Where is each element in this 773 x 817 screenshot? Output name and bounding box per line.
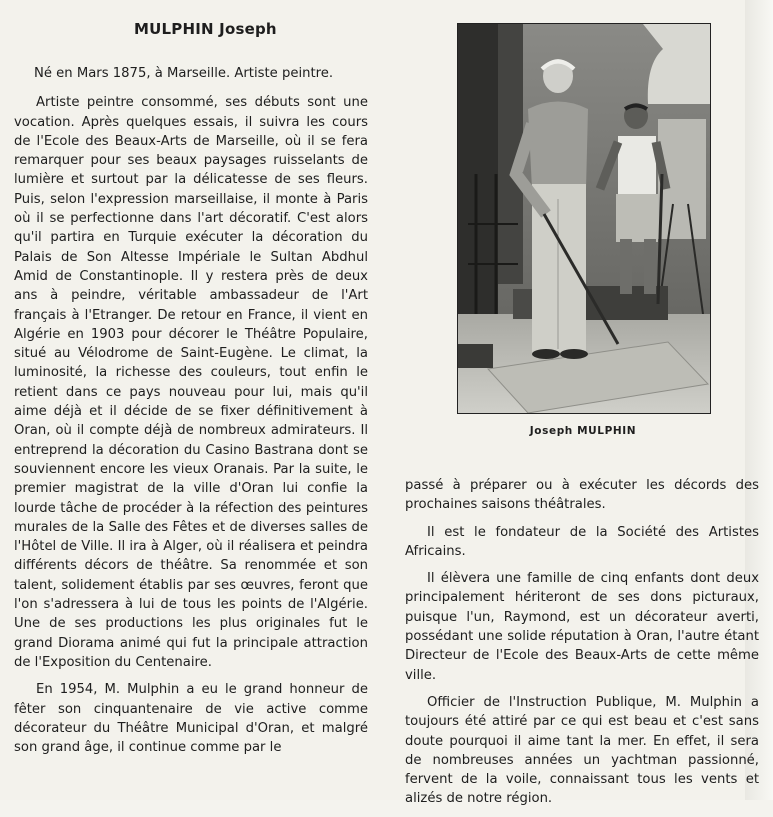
- article-title: MULPHIN Joseph: [134, 20, 277, 38]
- intro-paragraph: Né en Mars 1875, à Marseille. Artiste peintre.: [34, 66, 334, 81]
- left-column: [14, 64, 368, 765]
- portrait-photo: [457, 23, 711, 414]
- biography-paragraph: Artiste peintre consommé, ses débuts sont une vocation. Après quelques essais, il suivra les cours de l'Ecole des Beaux-Arts de Marseille, où il se fera remarquer pour ses beaux paysages ruisselants de lumière et surtout par la délicatesse de ses fleurs. Puis, selon l'expression marseillaise, il monte à Paris où il se perfectionne dans l'art décoratif. C'est alors qu'il partira en Turquie exécuter la décoration du Palais de Son Altesse Impériale le Sultan Abdhul Amid de Constantinople. Il y restera près de deux ans à peindre, véritable ambassadeur de l'Art français à l'Etranger. De retour en France, il vient en Algérie en 1903 pour décorer le Théâtre Populaire, situé au Vélodrome de Saint-Eugène. Le climat, la luminosité, la richesse des couleurs, tout enfin le retient dans ce pays nouveau pour lui, mais qu'il aime déjà et il décide de se fixer définitivement à Oran, où il compte déjà de nombreux admirateurs. Il entreprend la décoration du Casino Bastrana dont se souviennent encore les vieux Oranais. Par la suite, le premier magistrat de la ville d'Oran lui confie la lourde tâche de procéder à la réfection des peintures murales de la Salle des Fêtes et de diverses salles de l'Hôtel de Ville. Il ira à Alger, où il réalisera et peindra différents décors de théâtre. Sa renommée et son talent, solidement établis par ses œuvres, feront que l'on s'adressera à lui de tous les points de l'Algérie. Une de ses productions les plus originales fut le grand Diorama animé qui fut la principale attraction de l'Exposition du Centenaire.: [14, 95, 368, 670]
- workshop-photo-image: [458, 24, 710, 413]
- right-column: [405, 476, 759, 817]
- anniversary-paragraph: En 1954, M. Mulphin a eu le grand honneur de fêter son cinquantenaire de vie active comme décorateur du Théâtre Municipal d'Oran, et malgré son grand âge, il continue comme par le: [14, 682, 368, 756]
- photo-caption: Joseph MULPHIN: [529, 425, 637, 437]
- founder-paragraph: Il est le fondateur de la Société des Artistes Africains.: [405, 524, 759, 559]
- officer-paragraph: Officier de l'Instruction Publique, M. Mulphin a toujours été attiré par ce qui est beau et c'est sans doute pourquoi il aime tant la mer. En effet, il sera de nombreuses années un yachtman passionné, fervent de la voile, connaissant tous les vents et alizés de notre région.: [405, 694, 759, 807]
- family-paragraph: Il élèvera une famille de cinq enfants dont deux principalement hériteront de ses dons picturaux, puisque l'un, Raymond, est un décorateur averti, possédant une solide réputation à Oran, l'autre étant Directeur de l'Ecole des Beaux-Arts de cette même ville.: [405, 571, 759, 683]
- continuation-paragraph: passé à préparer ou à exécuter les décords des prochaines saisons théâtrales.: [405, 478, 759, 513]
